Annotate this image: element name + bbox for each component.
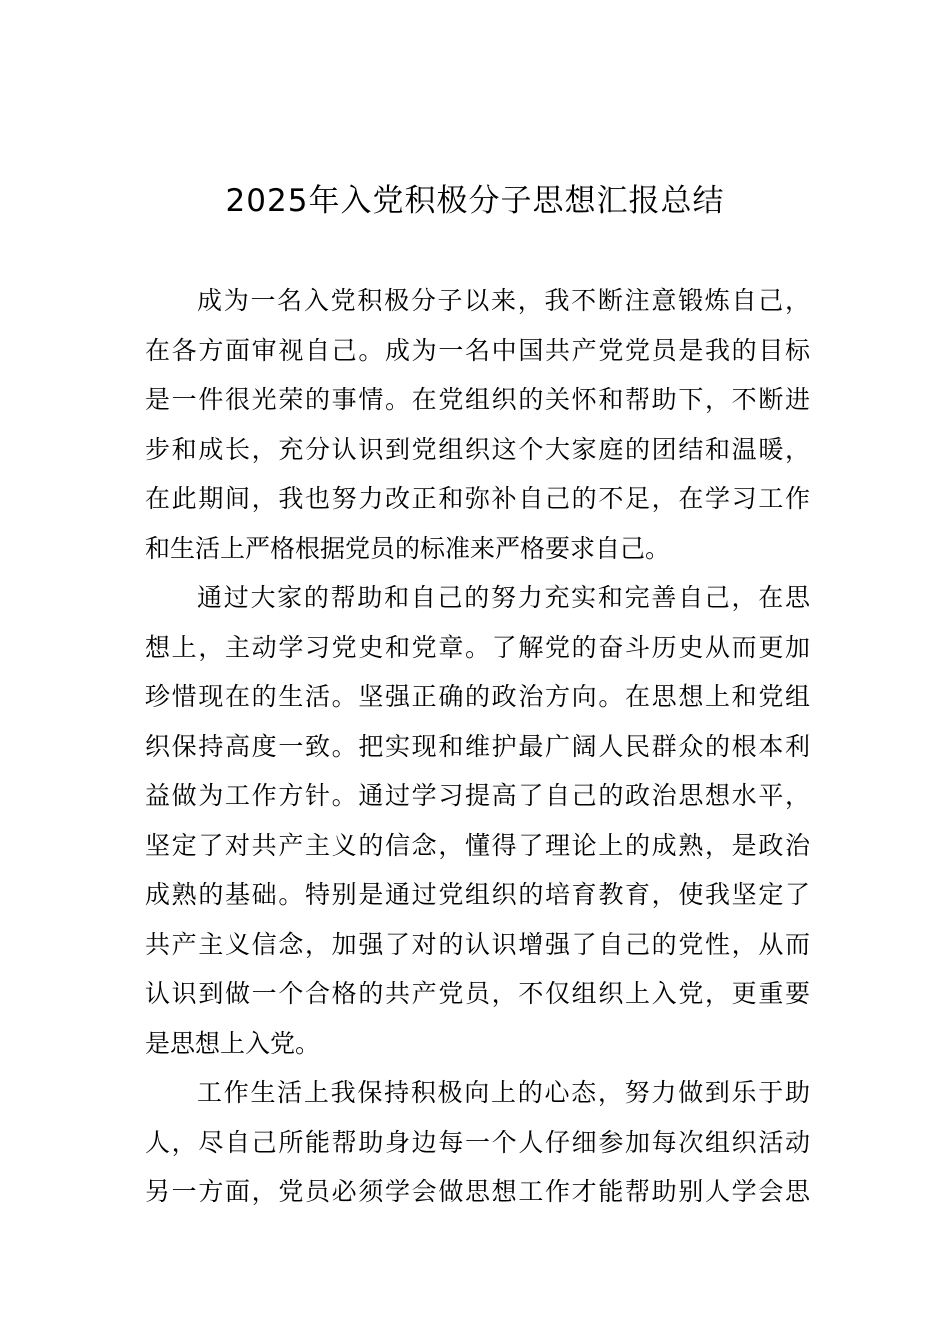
text-line: 益做为工作方针。通过学习提高了自己的政治思想水平， xyxy=(145,781,810,810)
text-line: 在此期间，我也努力改正和弥补自己的不足，在学习工作 xyxy=(145,484,810,513)
text-line: 想上，主动学习党史和党章。了解党的奋斗历史从而更加 xyxy=(145,632,810,662)
text-line: 人，尽自己所能帮助身边每一个人仔细参加每次组织活动 xyxy=(145,1127,810,1157)
text-line: 珍惜现在的生活。坚强正确的政治方向。在思想上和党组 xyxy=(145,682,810,711)
text-line: 认识到做一个合格的共产党员，不仅组织上入党，更重要 xyxy=(145,979,810,1008)
paragraph-1 xyxy=(145,276,810,573)
text-line: 织保持高度一致。把实现和维护最广阔人民群众的根本利 xyxy=(145,731,810,761)
document-title: 2025年入党积极分子思想汇报总结 xyxy=(225,183,725,219)
text-line: 成熟的基础。特别是通过党组织的培育教育，使我坚定了 xyxy=(145,880,810,909)
text-line: 坚定了对共产主义的信念，懂得了理论上的成熟，是政治 xyxy=(145,830,810,860)
text-line: 共产主义信念，加强了对的认识增强了自己的党性，从而 xyxy=(145,929,810,959)
text-line: 步和成长，充分认识到党组织这个大家庭的团结和温暖， xyxy=(145,434,810,464)
text-line: 另一方面，党员必须学会做思想工作才能帮助别人学会思 xyxy=(145,1177,810,1206)
paragraph-3 xyxy=(145,1068,810,1217)
text-line: 和生活上严格根据党员的标准来严格要求自己。 xyxy=(145,533,671,563)
text-line: 是思想上入党。 xyxy=(145,1028,321,1058)
text-line: 在各方面审视自己。成为一名中国共产党党员是我的目标 xyxy=(145,335,810,365)
paragraph-2 xyxy=(145,573,810,1068)
text-line: 工作生活上我保持积极向上的心态，努力做到乐于助 xyxy=(197,1078,810,1107)
text-line: 成为一名入党积极分子以来，我不断注意锻炼自己， xyxy=(197,286,810,315)
text-line: 是一件很光荣的事情。在党组织的关怀和帮助下，不断进 xyxy=(145,385,810,414)
text-line: 通过大家的帮助和自己的努力充实和完善自己，在思 xyxy=(197,583,810,612)
document-body xyxy=(145,276,810,1217)
